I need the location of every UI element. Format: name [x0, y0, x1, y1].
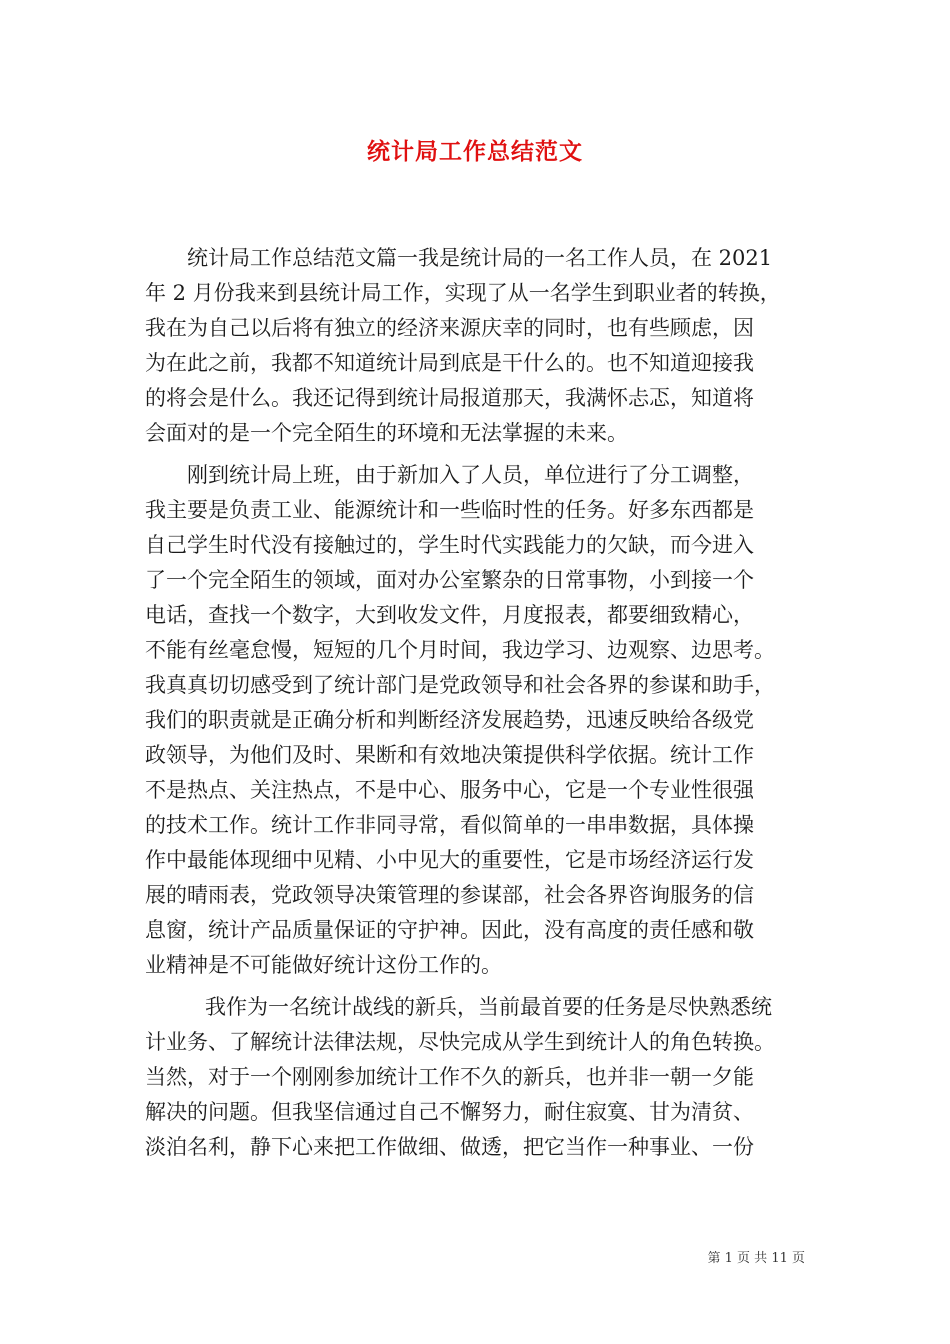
text-line: 自己学生时代没有接触过的，学生时代实践能力的欠缺，而今进入: [145, 533, 754, 557]
text-line: 不能有丝毫怠慢，短短的几个月时间，我边学习、边观察、边思考。: [145, 638, 775, 662]
text-line: 业精神是不可能做好统计这份工作的。: [145, 953, 502, 977]
text-line: 不是热点、关注热点，不是中心、服务中心，它是一个专业性很强: [145, 778, 754, 802]
text-line: 统计局工作总结范文篇一我是统计局的一名工作人员，在 2021: [187, 246, 773, 270]
text-line: 解决的问题。但我坚信通过自己不懈努力，耐住寂寞、甘为清贫、: [145, 1100, 754, 1124]
text-line: 计业务、了解统计法律法规，尽快完成从学生到统计人的角色转换。: [145, 1030, 775, 1054]
text-line: 作中最能体现细中见精、小中见大的重要性，它是市场经济运行发: [145, 848, 754, 872]
text-line: 会面对的是一个完全陌生的环境和无法掌握的未来。: [145, 421, 628, 445]
text-line: 的技术工作。统计工作非同寻常，看似简单的一串串数据，具体操: [145, 813, 754, 837]
text-line: 我们的职责就是正确分析和判断经济发展趋势，迅速反映给各级党: [145, 708, 754, 732]
text-line: 刚到统计局上班，由于新加入了人员，单位进行了分工调整，: [187, 463, 754, 487]
text-line: 我作为一名统计战线的新兵，当前最首要的任务是尽快熟悉统: [205, 995, 772, 1019]
page-number: 第 1 页 共 11 页: [707, 1251, 805, 1266]
text-line: 淡泊名利，静下心来把工作做细、做透，把它当作一种事业、一份: [145, 1135, 754, 1159]
document-title: 统计局工作总结范文: [367, 138, 583, 165]
text-line: 我在为自己以后将有独立的经济来源庆幸的同时，也有些顾虑，因: [145, 316, 754, 340]
text-line: 当然，对于一个刚刚参加统计工作不久的新兵，也并非一朝一夕能: [145, 1065, 754, 1089]
text-line: 我真真切切感受到了统计部门是党政领导和社会各界的参谋和助手，: [145, 673, 775, 697]
text-line: 了一个完全陌生的领域，面对办公室繁杂的日常事物，小到接一个: [145, 568, 754, 592]
text-line: 电话，查找一个数字，大到收发文件，月度报表，都要细致精心，: [145, 603, 754, 627]
text-line: 的将会是什么。我还记得到统计局报道那天，我满怀忐忑，知道将: [145, 386, 754, 410]
text-line: 展的晴雨表，党政领导决策管理的参谋部，社会各界咨询服务的信: [145, 883, 754, 907]
text-line: 为在此之前，我都不知道统计局到底是干什么的。也不知道迎接我: [145, 351, 754, 375]
text-line: 我主要是负责工业、能源统计和一些临时性的任务。好多东西都是: [145, 498, 754, 522]
text-line: 政领导，为他们及时、果断和有效地决策提供科学依据。统计工作: [145, 743, 754, 767]
text-line: 年 2 月份我来到县统计局工作，实现了从一名学生到职业者的转换，: [145, 281, 781, 305]
text-line: 息窗，统计产品质量保证的守护神。因此，没有高度的责任感和敬: [145, 918, 754, 942]
